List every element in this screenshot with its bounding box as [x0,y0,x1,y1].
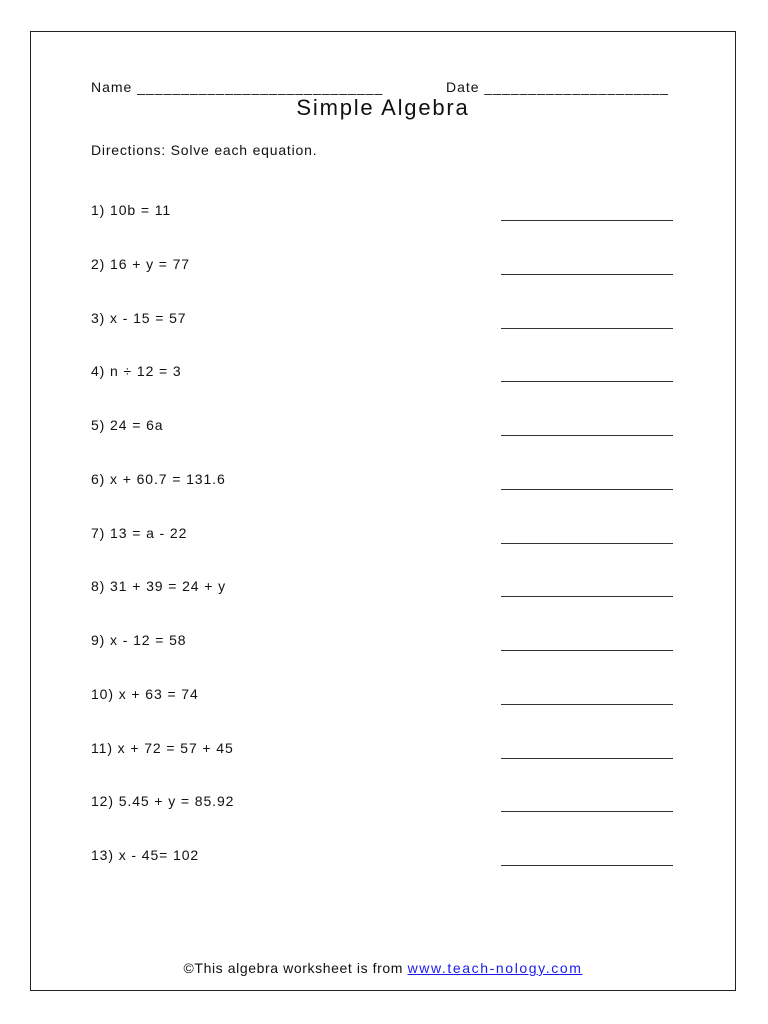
problem-item [91,363,673,417]
date-field-label: Date _____________________ [446,79,669,95]
answer-line [501,692,673,705]
problem-item [91,417,673,471]
problem-equation: 6) x + 60.7 = 131.6 [91,470,226,487]
worksheet-page [30,31,736,991]
problem-equation: 13) x - 45= 102 [91,847,200,863]
problem-item [91,847,673,901]
problem-equation: 4) n ÷ 12 = 3 [91,363,182,380]
answer-line [501,369,673,382]
problem-equation: 3) x - 15 = 57 [91,309,187,326]
problem-item [91,256,673,310]
answer-line [501,423,673,436]
problem-item [91,793,673,847]
problem-item [91,471,673,525]
problem-equation: 7) 13 = a - 22 [91,524,188,541]
problem-equation: 8) 31 + 39 = 24 + y [91,578,227,595]
worksheet-title: Simple Algebra [296,95,470,120]
footer-credit-text: ©This algebra worksheet is from [183,960,408,976]
problem-equation: 9) x - 12 = 58 [91,632,187,648]
answer-line [501,584,673,597]
directions-text: Directions: Solve each equation. [91,142,318,158]
answer-line [501,638,673,651]
problem-equation: 2) 16 + y = 77 [91,255,190,272]
answer-line [501,799,673,812]
problem-equation: 1) 10b = 11 [91,202,172,218]
problem-equation: 11) x + 72 = 57 + 45 [91,739,234,756]
problem-equation: 10) x + 63 = 74 [91,685,199,702]
problem-item [91,202,673,256]
problem-item [91,578,673,632]
footer-credit [31,960,735,976]
teach-nology-link[interactable]: www.teach-nology.com [407,960,583,976]
problem-item [91,740,673,794]
answer-line [501,746,673,759]
answer-line [501,477,673,490]
answer-line [501,208,673,221]
problem-item [91,525,673,579]
problem-item [91,686,673,740]
answer-line [501,531,673,544]
problem-equation: 12) 5.45 + y = 85.92 [91,793,235,810]
problem-item [91,310,673,364]
answer-line [501,853,673,866]
problem-item [91,632,673,686]
answer-line [501,262,673,275]
problem-equation: 5) 24 = 6a [91,417,164,433]
answer-line [501,316,673,329]
problem-list [91,202,673,901]
name-field-label: Name ____________________________ [91,79,384,95]
